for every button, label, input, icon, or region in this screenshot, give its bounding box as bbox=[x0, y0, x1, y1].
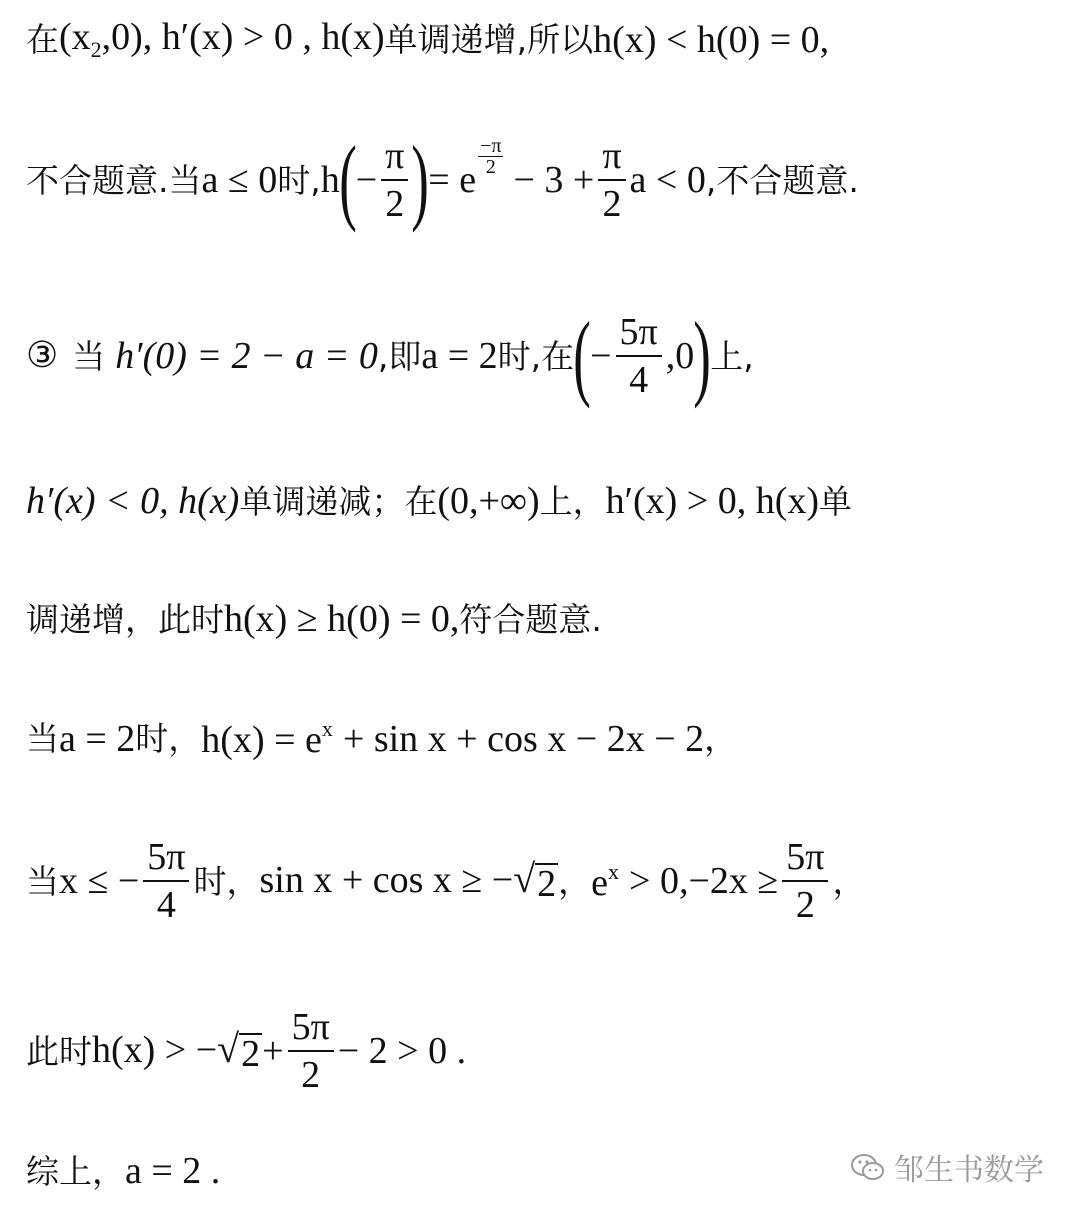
math-expression: − 2 > 0 . bbox=[337, 1030, 467, 1072]
text: ， bbox=[558, 861, 592, 901]
math-expression: x ≤ − bbox=[59, 860, 140, 902]
watermark bbox=[850, 1145, 1044, 1189]
text: ， bbox=[704, 719, 738, 758]
math-plus: + bbox=[262, 1030, 284, 1072]
circled-number-3: ③ bbox=[26, 335, 59, 376]
text: 时， bbox=[135, 719, 202, 758]
math-expression: h(x) < h(0) = 0, bbox=[593, 18, 830, 61]
math-expression: h′(x) < 0, h(x) bbox=[26, 480, 240, 522]
text: 时,在 bbox=[497, 336, 575, 376]
math-expression: a = 2 bbox=[59, 717, 136, 760]
fraction-pi-over-2: $\frac{\pi}{2}$ bbox=[381, 137, 408, 223]
math-expression: sin x + cos x ≥ − √ 2 bbox=[259, 856, 557, 905]
text: 时, bbox=[277, 160, 321, 200]
math-expression: $h(x) = e^x$ bbox=[201, 716, 333, 761]
math-expression: a = 2 . bbox=[125, 1150, 221, 1192]
line-7 bbox=[26, 838, 865, 924]
math-minus: − bbox=[355, 159, 378, 201]
text: 此时 bbox=[26, 1031, 92, 1071]
text: 调递增，此时 bbox=[26, 599, 224, 639]
right-paren: ) bbox=[411, 126, 430, 233]
right-paren: ) bbox=[693, 302, 712, 409]
exponent-fraction: −π 2 bbox=[480, 134, 502, 178]
text: ， bbox=[832, 861, 866, 901]
text: 上, bbox=[710, 336, 754, 376]
text: 单调递增,所以 bbox=[384, 20, 594, 59]
line-9 bbox=[26, 1152, 220, 1190]
text: ,不合题意. bbox=[705, 160, 859, 200]
text: 单 bbox=[819, 481, 853, 521]
text: 单调递减；在 bbox=[239, 481, 438, 521]
text: 在 bbox=[26, 20, 59, 59]
text: 不合题意.当 bbox=[26, 160, 202, 200]
text: 符合题意. bbox=[459, 599, 602, 639]
math-interval: $(x_2,0)$, h′(x) > 0 , h(x) bbox=[59, 16, 385, 62]
math-expression: − 3 + bbox=[513, 159, 595, 201]
fraction-5pi-over-2: $\frac{5\pi}{2}$ bbox=[288, 1008, 334, 1094]
text: 综上， bbox=[26, 1151, 125, 1191]
line-6 bbox=[26, 718, 737, 759]
math-expression: $e^x$ bbox=[591, 858, 620, 904]
line-2 bbox=[26, 126, 859, 233]
line-3 bbox=[26, 302, 754, 409]
text: 当 bbox=[26, 719, 59, 758]
math-expression: h(x) ≥ h(0) = 0, bbox=[224, 598, 460, 640]
watermark-text: 邹生书数学 bbox=[894, 1153, 1044, 1188]
fraction-pi-over-2: $\frac{\pi}{2}$ bbox=[598, 137, 625, 223]
math-expression: a < 0 bbox=[629, 159, 706, 201]
line-4 bbox=[26, 482, 852, 520]
math-expression: a = 2 bbox=[421, 335, 498, 377]
math-interval: (0,+∞) bbox=[437, 480, 540, 522]
math-expression: ,0 bbox=[665, 335, 695, 377]
line-5 bbox=[26, 600, 602, 638]
math-h: h bbox=[320, 159, 340, 201]
fraction-5pi-over-4: $\frac{5\pi}{4}$ bbox=[616, 313, 662, 399]
math-expression: a ≤ 0 bbox=[201, 159, 278, 201]
fraction-5pi-over-2: $\frac{5\pi}{2}$ bbox=[782, 838, 828, 924]
math-minus: − bbox=[590, 335, 612, 377]
fraction-5pi-over-4: $\frac{5\pi}{4}$ bbox=[143, 838, 189, 924]
math-expression: h(x) > − √ 2 bbox=[92, 1026, 261, 1075]
math-expression: h′(0) = 2 − a = 0 bbox=[115, 335, 378, 377]
text: 时， bbox=[193, 861, 260, 901]
text: ,即 bbox=[377, 336, 422, 376]
math-expression: h′(x) > 0, h(x) bbox=[605, 480, 820, 522]
math-expression: + sin x + cos x − 2x − 2 bbox=[342, 717, 705, 760]
text: 上， bbox=[539, 481, 606, 521]
left-paren: ( bbox=[573, 302, 591, 409]
text: 当 bbox=[72, 336, 106, 376]
text: 当 bbox=[26, 861, 59, 901]
wechat-icon bbox=[850, 1152, 886, 1182]
line-8 bbox=[26, 1008, 466, 1094]
line-1 bbox=[26, 18, 829, 61]
math-expression: > 0,−2x ≥ bbox=[629, 860, 779, 902]
left-paren: ( bbox=[338, 126, 357, 233]
math-e: = e bbox=[428, 159, 477, 201]
